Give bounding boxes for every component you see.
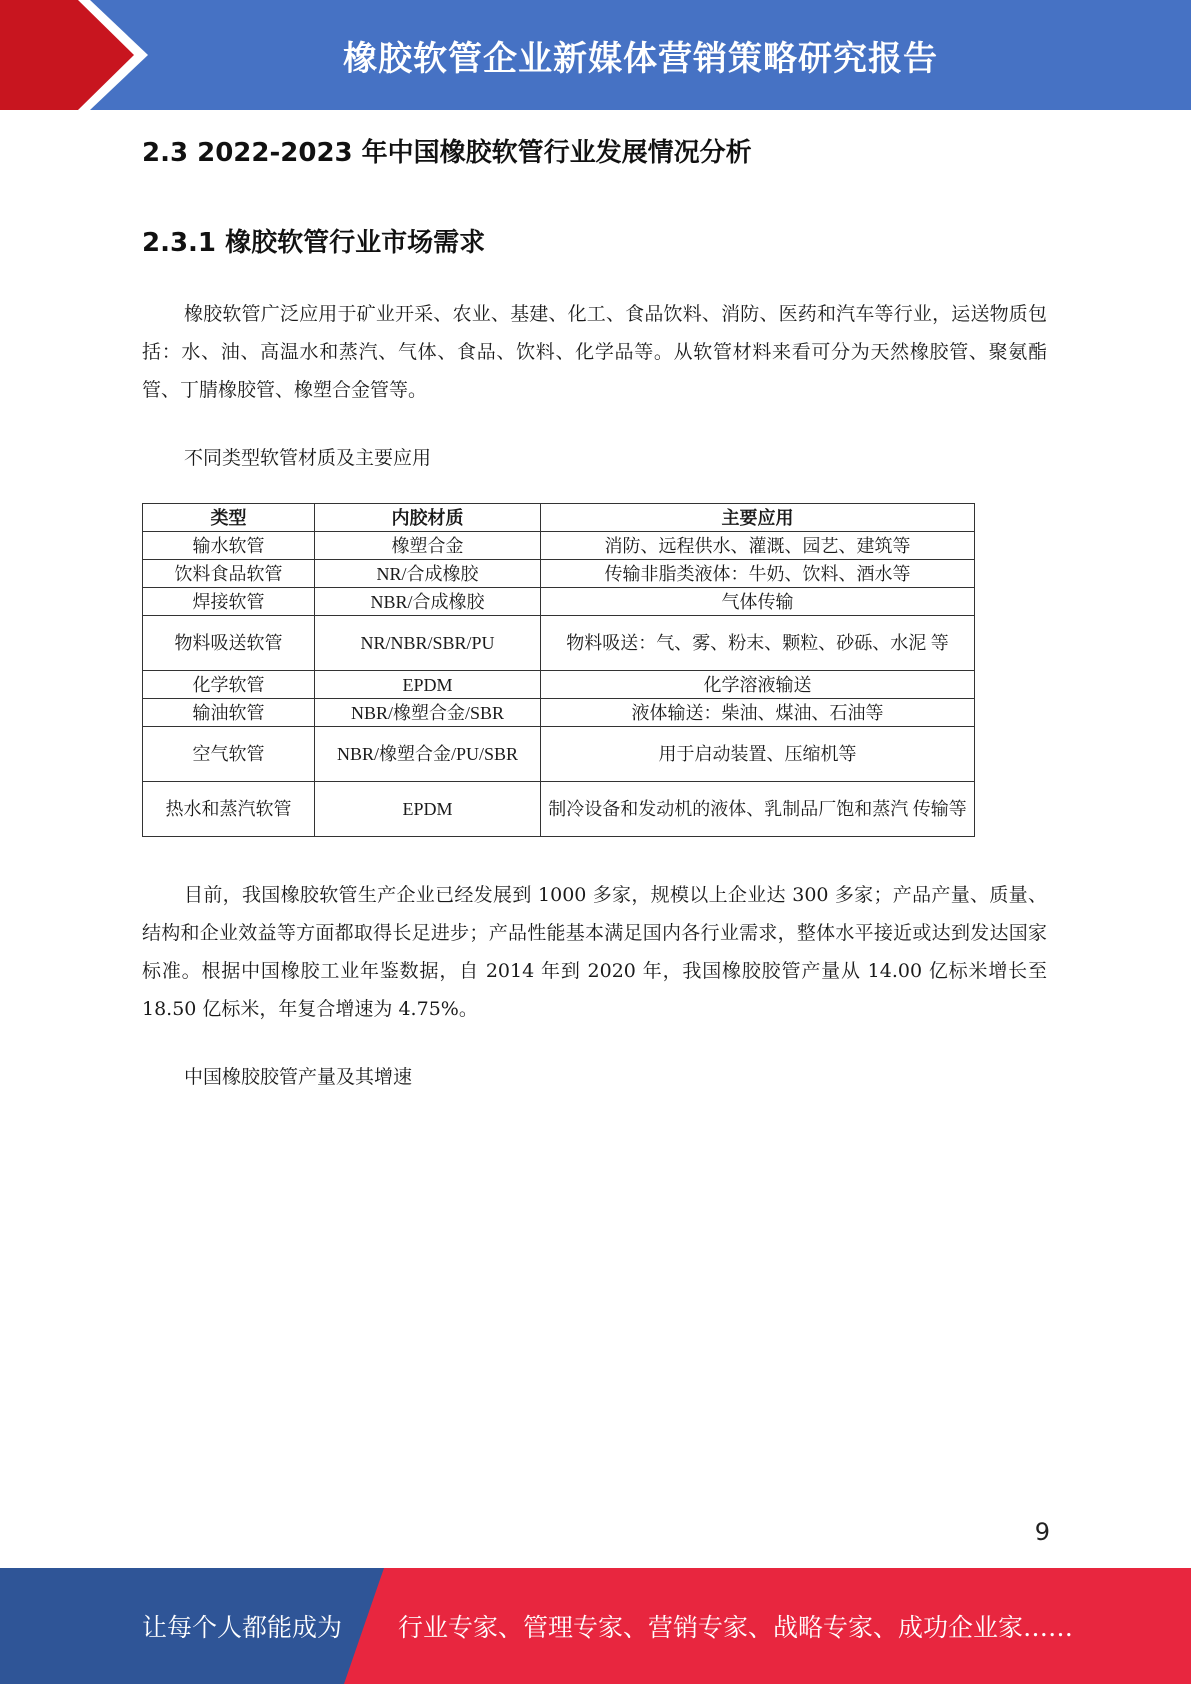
table-cell: EPDM	[315, 671, 541, 699]
table-row	[143, 699, 975, 727]
table-cell: 热水和蒸汽软管	[143, 782, 315, 837]
table-row	[143, 616, 975, 671]
table-cell: 输水软管	[143, 532, 315, 560]
table-cell: 空气软管	[143, 727, 315, 782]
table-row	[143, 560, 975, 588]
subsection-heading: 2.3.1 橡胶软管行业市场需求	[142, 228, 486, 258]
footer-slogan-right: 行业专家、管理专家、营销专家、战略专家、成功企业家……	[398, 1613, 1074, 1642]
table-cell: EPDM	[315, 782, 541, 837]
table-cell: 物料吸送软管	[143, 616, 315, 671]
page-number: 9	[1034, 1518, 1050, 1546]
table-cell: 饮料食品软管	[143, 560, 315, 588]
table-row	[143, 782, 975, 837]
hose-material-table	[142, 503, 975, 837]
section-heading: 2.3 2022-2023 年中国橡胶软管行业发展情况分析	[142, 138, 752, 168]
table-cell: 橡塑合金	[315, 532, 541, 560]
table-cell: NBR/合成橡胶	[315, 588, 541, 616]
table-header-cell: 主要应用	[541, 504, 975, 532]
table-row	[143, 727, 975, 782]
table-header-row	[143, 504, 975, 532]
table-cell: 制冷设备和发动机的液体、乳制品厂饱和蒸汽 传输等	[541, 782, 975, 837]
table-row	[143, 588, 975, 616]
table-header-cell: 内胶材质	[315, 504, 541, 532]
chart-caption: 中国橡胶胶管产量及其增速	[184, 1066, 413, 1088]
table-row	[143, 671, 975, 699]
table-cell: 传输非脂类液体：牛奶、饮料、酒水等	[541, 560, 975, 588]
header-banner	[0, 0, 1191, 110]
table-header-cell: 类型	[143, 504, 315, 532]
table-cell: 化学软管	[143, 671, 315, 699]
table-cell: 气体传输	[541, 588, 975, 616]
table-cell: NBR/橡塑合金/SBR	[315, 699, 541, 727]
table-cell: NBR/橡塑合金/PU/SBR	[315, 727, 541, 782]
report-title: 橡胶软管企业新媒体营销策略研究报告	[343, 38, 938, 79]
table-cell: 化学溶液输送	[541, 671, 975, 699]
paragraph-intro: 橡胶软管广泛应用于矿业开采、农业、基建、化工、食品饮料、消防、医药和汽车等行业，运送物质包括：水、油、高温水和蒸汽、气体、食品、饮料、化学品等。从软管材料来看可分为天然橡胶管、聚氨酯管、丁腈橡胶管、橡塑合金管等。	[142, 303, 1047, 401]
table-cell: NR/合成橡胶	[315, 560, 541, 588]
table-cell: 焊接软管	[143, 588, 315, 616]
footer-slogan-left: 让每个人都能成为	[142, 1613, 343, 1642]
table-row	[143, 532, 975, 560]
table-cell: 输油软管	[143, 699, 315, 727]
paragraph-industry-status: 目前，我国橡胶软管生产企业已经发展到 1000 多家，规模以上企业达 300 多家；产品产量、质量、结构和企业效益等方面都取得长足进步；产品性能基本满足国内各行业需求，整体水平接近或达到发达国家标准。根据中国橡胶工业年鉴数据，自 2014 年到 2020 年，我国橡胶胶管产量从 14.00 亿标米增长至 18.50 亿标米，年复合增速为 4.75%。	[142, 884, 1047, 1020]
table-cell: NR/NBR/SBR/PU	[315, 616, 541, 671]
footer-banner	[0, 1568, 1191, 1684]
table-cell: 用于启动装置、压缩机等	[541, 727, 975, 782]
table-cell: 液体输送：柴油、煤油、石油等	[541, 699, 975, 727]
table-caption: 不同类型软管材质及主要应用	[184, 447, 432, 469]
table-cell: 物料吸送：气、雾、粉末、颗粒、砂砾、水泥 等	[541, 616, 975, 671]
table-cell: 消防、远程供水、灌溉、园艺、建筑等	[541, 532, 975, 560]
